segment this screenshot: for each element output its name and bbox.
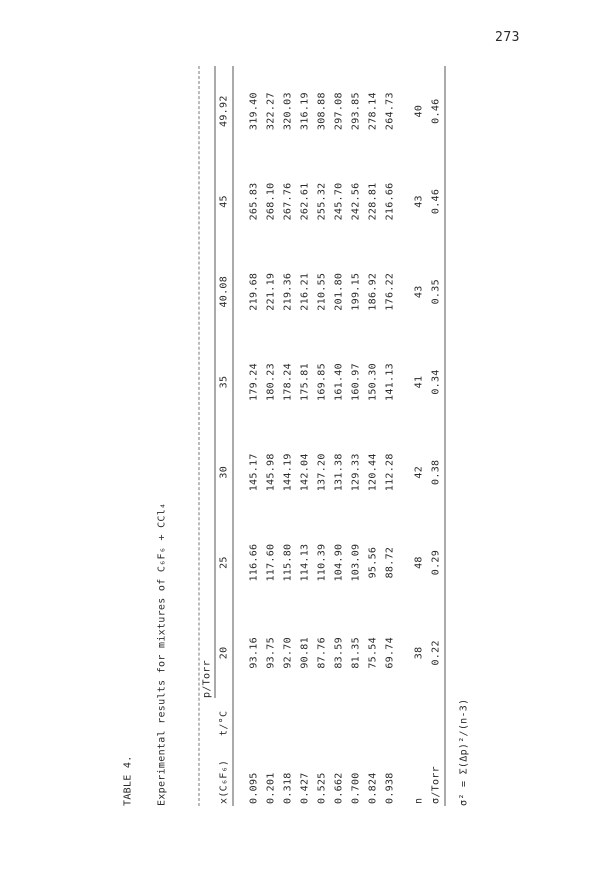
sigma-cell: 0.29 xyxy=(430,549,442,576)
n-cell: 48 xyxy=(413,556,425,569)
pressure-cell: 316.19 xyxy=(299,92,311,131)
pressure-cell: 144.19 xyxy=(282,453,294,492)
table-label: TABLE 4. xyxy=(122,755,134,806)
n-cell: 42 xyxy=(413,465,425,479)
sigma-cell: 0.34 xyxy=(430,369,442,395)
table-row xyxy=(365,66,382,806)
pressure-cell: 320.03 xyxy=(282,92,294,131)
pressure-cell: 308.88 xyxy=(316,92,328,131)
n-cell: 40 xyxy=(413,104,425,118)
x-value: 0.201 xyxy=(265,772,277,804)
n-cell: 41 xyxy=(413,375,425,389)
sigma-cell: 0.22 xyxy=(430,640,442,666)
pressure-cell: 112.28 xyxy=(384,453,396,492)
x-value: 0.700 xyxy=(350,772,362,804)
pressure-cell: 180.23 xyxy=(265,363,277,401)
pressure-cell: 115.80 xyxy=(282,543,294,582)
pressure-cell: 179.24 xyxy=(248,363,260,401)
results-table xyxy=(200,66,233,806)
pressure-cell: 297.08 xyxy=(333,92,345,131)
pressure-cell: 216.66 xyxy=(384,182,396,221)
results-table-body xyxy=(234,66,445,806)
n-row xyxy=(411,66,428,806)
pressure-cell: 92.70 xyxy=(282,637,294,669)
pressure-cell: 178.24 xyxy=(282,363,294,401)
pressure-cell: 87.76 xyxy=(316,637,328,669)
x-value: 0.525 xyxy=(316,772,328,804)
pressure-cell: 199.15 xyxy=(350,272,362,311)
x-value: 0.662 xyxy=(333,772,345,804)
group-header: p/Torr xyxy=(201,660,213,698)
pressure-cell: 216.21 xyxy=(299,272,311,311)
n-cell: 43 xyxy=(413,195,425,208)
pressure-cell: 255.32 xyxy=(316,182,328,221)
table-row xyxy=(331,66,348,806)
temp-header: 49.92 xyxy=(215,66,233,156)
pressure-cell: 228.81 xyxy=(367,182,379,221)
pressure-cell: 150.30 xyxy=(367,363,379,401)
table-caption: Experimental results for mixtures of C₆F₆ + CCl₄ xyxy=(156,502,168,806)
sigma-cell: 0.46 xyxy=(430,98,442,124)
pressure-cell: 293.85 xyxy=(350,92,362,131)
pressure-cell: 110.39 xyxy=(316,543,328,582)
pressure-cell: 242.56 xyxy=(350,182,362,221)
pressure-cell: 319.40 xyxy=(248,92,260,131)
pressure-cell: 93.75 xyxy=(265,637,277,669)
pressure-cell: 265.83 xyxy=(248,182,260,221)
pressure-cell: 81.35 xyxy=(350,637,362,669)
x-value: 0.824 xyxy=(367,772,379,804)
pressure-cell: 116.66 xyxy=(248,543,260,582)
pressure-cell: 131.38 xyxy=(333,453,345,492)
pressure-cell: 88.72 xyxy=(384,546,396,579)
pressure-cell: 141.13 xyxy=(384,363,396,401)
pressure-cell: 219.36 xyxy=(282,272,294,311)
header-row-group xyxy=(200,66,216,806)
pressure-cell: 267.76 xyxy=(282,182,294,221)
pressure-cell: 278.14 xyxy=(367,92,379,131)
table-row xyxy=(297,66,314,806)
table-row xyxy=(348,66,365,806)
pressure-cell: 114.13 xyxy=(299,543,311,582)
pressure-cell: 120.44 xyxy=(367,453,379,492)
pressure-cell: 268.10 xyxy=(265,182,277,221)
temp-header: 25 xyxy=(215,517,233,607)
pressure-cell: 104.90 xyxy=(333,543,345,582)
table-row xyxy=(314,66,331,806)
pressure-cell: 93.16 xyxy=(248,637,260,669)
table-row xyxy=(280,66,297,806)
temp-header: 35 xyxy=(215,337,233,427)
sigma-cell: 0.38 xyxy=(430,459,442,485)
sigma-cell: 0.35 xyxy=(430,279,442,305)
pressure-cell: 129.33 xyxy=(350,453,362,492)
pressure-cell: 83.59 xyxy=(333,637,345,669)
x-value: 0.095 xyxy=(248,772,260,804)
sigma-cell: 0.46 xyxy=(430,188,442,215)
pressure-cell: 160.97 xyxy=(350,363,362,401)
pressure-cell: 69.74 xyxy=(384,637,396,669)
stub-header-t: t/°C xyxy=(218,710,230,736)
rotated-table-block xyxy=(121,66,472,806)
temp-header: 40.08 xyxy=(215,247,233,337)
bottom-rule xyxy=(445,66,446,806)
sigma-label: σ/Torr xyxy=(430,766,442,804)
temp-header: 30 xyxy=(215,427,233,517)
x-value: 0.318 xyxy=(282,772,294,804)
footnote: σ² = Σ(Δp)²/(n-3) xyxy=(458,698,470,806)
pressure-cell: 161.40 xyxy=(333,363,345,401)
table-row xyxy=(382,66,399,806)
page-number: 273 xyxy=(495,30,520,45)
pressure-cell: 90.81 xyxy=(299,637,311,669)
pressure-cell: 142.04 xyxy=(299,453,311,492)
pressure-cell: 186.92 xyxy=(367,272,379,311)
pressure-cell: 262.61 xyxy=(299,182,311,221)
pressure-cell: 95.56 xyxy=(367,546,379,579)
table-row xyxy=(246,66,263,806)
n-cell: 38 xyxy=(413,646,425,660)
n-cell: 43 xyxy=(413,285,425,299)
pressure-cell: 169.85 xyxy=(316,363,328,401)
n-label: n xyxy=(413,797,425,804)
pressure-cell: 145.98 xyxy=(265,453,277,492)
table-row xyxy=(263,66,280,806)
pressure-cell: 322.27 xyxy=(265,92,277,131)
header-row-temperatures xyxy=(215,66,233,806)
pressure-cell: 75.54 xyxy=(367,637,379,669)
x-value: 0.938 xyxy=(384,772,396,804)
pressure-cell: 176.22 xyxy=(384,272,396,311)
temp-header: 20 xyxy=(215,608,233,698)
pressure-cell: 145.17 xyxy=(248,453,260,492)
sigma-row xyxy=(428,66,445,806)
pressure-cell: 137.20 xyxy=(316,453,328,492)
pressure-cell: 201.80 xyxy=(333,272,345,311)
x-value: 0.427 xyxy=(299,772,311,804)
pressure-cell: 175.81 xyxy=(299,363,311,401)
stub-header-x: x(C₆F₆) xyxy=(218,759,230,804)
pressure-cell: 264.73 xyxy=(384,92,396,131)
temp-header: 45 xyxy=(215,156,233,246)
pressure-cell: 219.68 xyxy=(248,272,260,311)
pressure-cell: 221.19 xyxy=(265,272,277,311)
pressure-cell: 103.09 xyxy=(350,543,362,582)
pressure-cell: 117.60 xyxy=(265,543,277,582)
pressure-cell: 245.70 xyxy=(333,182,345,221)
pressure-cell: 210.55 xyxy=(316,272,328,311)
